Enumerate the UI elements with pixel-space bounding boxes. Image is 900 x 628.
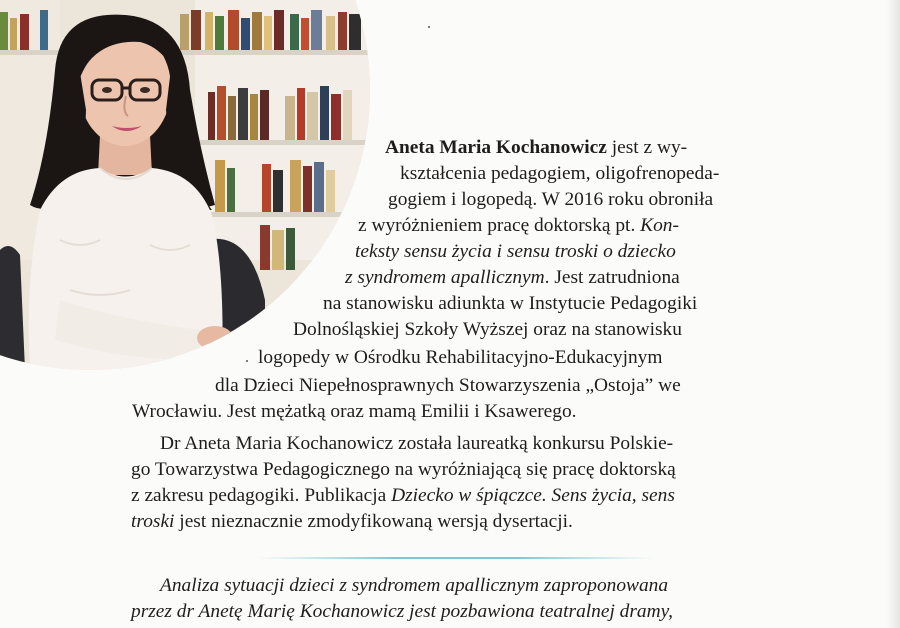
bio-line-5 xyxy=(355,240,676,264)
quote-line-2: przez dr Anetę Marię Kochanowicz jest pozbawiona teatralnej dramy, xyxy=(131,601,674,622)
section-divider xyxy=(258,557,653,559)
bio-line-1 xyxy=(385,136,687,160)
scan-speck xyxy=(428,26,430,28)
bio-line-8: Dolnośląskiej Szkoły Wyższej oraz na stanowisku xyxy=(293,319,682,340)
award-line-1: Dr Aneta Maria Kochanowicz została laureatką konkursu Polskie- xyxy=(160,433,674,454)
portrait-illustration xyxy=(0,0,370,370)
bio-line-11: Wrocławiu. Jest mężatką oraz mamą Emilii i Ksawerego. xyxy=(132,401,577,422)
quote-line-1: Analiza sytuacji dzieci z syndromem apallicznym zaproponowana xyxy=(160,575,669,596)
bio-line-4 xyxy=(358,214,679,238)
bio-line-4-text: z wyróżnieniem pracę doktorską pt. xyxy=(358,215,641,236)
bio-line-2: kształcenia pedagogiem, oligofrenopeda- xyxy=(400,163,720,184)
page-edge-shadow xyxy=(886,0,900,628)
bio-line-3: gogiem i logopedą. W 2016 roku obroniła xyxy=(388,189,714,210)
author-portrait xyxy=(0,0,370,370)
thesis-title-end: z syndromem apallicznym xyxy=(345,267,545,288)
award-line-4 xyxy=(131,510,573,534)
bio-line-6-rest: . Jest zatrudniona xyxy=(544,267,680,288)
book-title: Dziecko w śpiączce. Sens życia, sens xyxy=(391,485,675,506)
author-name: Aneta Maria Kochanowicz xyxy=(385,137,607,158)
bio-line-1-rest: jest z wy- xyxy=(606,137,688,158)
award-line-3-text: z zakresu pedagogiki. Publikacja xyxy=(131,485,392,506)
bio-line-10: dla Dzieci Niepełnosprawnych Stowarzyszenia „Ostoja” we xyxy=(215,375,681,396)
book-title-end: troski xyxy=(131,511,175,532)
thesis-title-part: teksty sensu życia i sensu troski o dziecko xyxy=(355,241,676,262)
award-line-3 xyxy=(131,484,675,508)
bio-line-4-italic: Kon- xyxy=(640,215,679,236)
award-line-4-rest: jest nieznacznie zmodyfikowaną wersją dysertacji. xyxy=(174,511,573,532)
bio-line-6 xyxy=(345,266,680,290)
bio-line-7: na stanowisku adiunkta w Instytucie Pedagogiki xyxy=(323,293,698,314)
bio-line-9: logopedy w Ośrodku Rehabilitacyjno-Edukacyjnym xyxy=(258,347,663,368)
award-line-2: go Towarzystwa Pedagogicznego na wyróżniającą się pracę doktorską xyxy=(131,459,676,480)
scan-speck xyxy=(246,360,248,362)
